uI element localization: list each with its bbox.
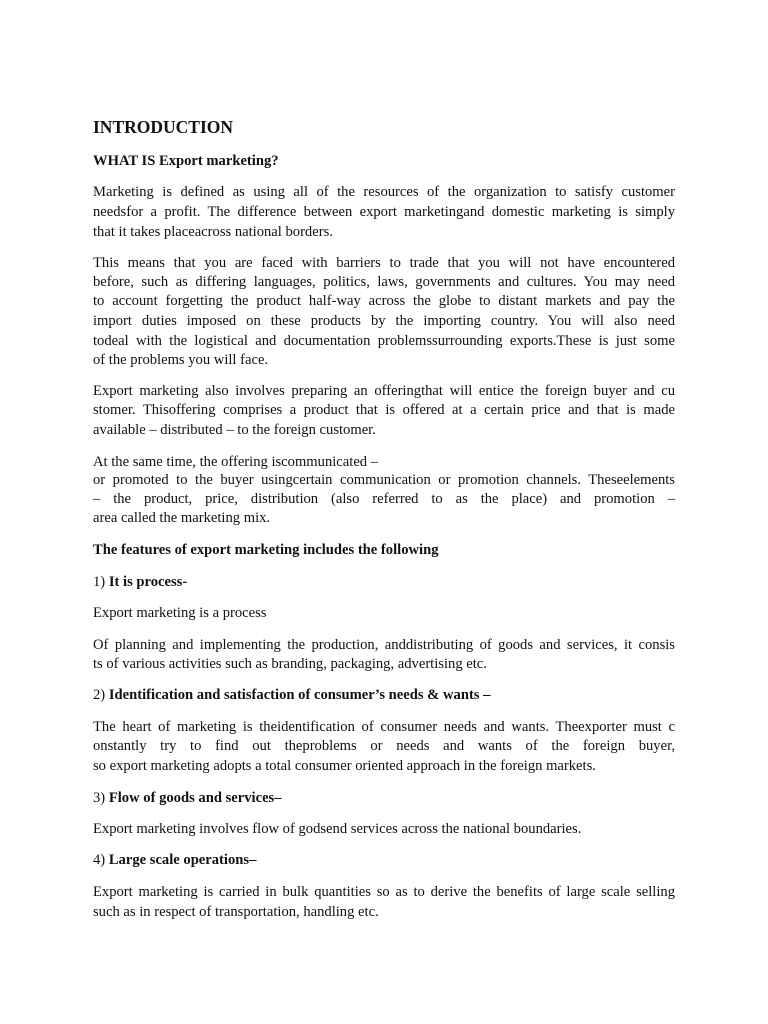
feature-heading-4 xyxy=(93,851,256,870)
feature-heading-3 xyxy=(93,789,282,808)
paragraph-line: or promoted to the buyer usingcertain communication or promotion channels. Theseelements xyxy=(93,472,675,488)
paragraph-line: At the same time, the offering iscommunicated – xyxy=(93,454,379,470)
feature-title: Flow of goods and services– xyxy=(108,790,282,806)
section-heading-what-is: WHAT IS Export marketing? xyxy=(93,153,279,169)
paragraph-line: available – distributed – to the foreign customer. xyxy=(93,422,376,438)
paragraph-line: The heart of marketing is theidentification of consumer needs and wants. Theexporter must c xyxy=(93,719,675,735)
paragraph-line: before, such as differing languages, politics, laws, governments and cultures. You may need xyxy=(93,274,675,290)
feature-number: 2) xyxy=(93,687,106,703)
paragraph-line: such as in respect of transportation, handling etc. xyxy=(93,904,379,920)
paragraph-line: to account forgetting the product half-way across the globe to distant markets and pay the xyxy=(93,293,675,309)
feature-number: 4) xyxy=(93,852,106,868)
feature-title: Identification and satisfaction of consumer’s needs & wants – xyxy=(108,687,491,703)
features-heading: The features of export marketing includes the following xyxy=(93,542,439,558)
paragraph-line: import duties imposed on these products by the importing country. You will also need xyxy=(93,313,675,329)
paragraph-line: Marketing is defined as using all of the resources of the organization to satisfy customer xyxy=(93,184,675,200)
feature-number: 1) xyxy=(93,574,106,590)
page-title: INTRODUCTION xyxy=(93,117,234,137)
feature-title: It is process- xyxy=(108,574,188,590)
paragraph-line: that it takes placeacross national borders. xyxy=(93,224,333,240)
paragraph-line: – the product, price, distribution (also referred to as the place) and promotion – xyxy=(93,491,675,507)
paragraph-line: This means that you are faced with barriers to trade that you will not have encountered xyxy=(93,255,675,271)
paragraph-line: Export marketing is a process xyxy=(93,605,267,621)
feature-heading-2 xyxy=(93,686,490,705)
paragraph-line: of the problems you will face. xyxy=(93,352,269,368)
paragraph-line: so export marketing adopts a total consumer oriented approach in the foreign markets. xyxy=(93,758,596,774)
paragraph-line: Export marketing also involves preparing an offeringthat will entice the foreign buyer and cu xyxy=(93,383,675,399)
paragraph-line: needsfor a profit. The difference between export marketingand domestic marketing is simply xyxy=(93,204,675,220)
paragraph-line: area called the marketing mix. xyxy=(93,510,271,526)
paragraph-line: Export marketing is carried in bulk quantities so as to derive the benefits of large scale selling xyxy=(93,884,675,900)
paragraph-line: ts of various activities such as branding, packaging, advertising etc. xyxy=(93,656,487,672)
paragraph-line: Of planning and implementing the production, anddistributing of goods and services, it consis xyxy=(93,637,675,653)
paragraph-line: todeal with the logistical and documentation problemssurrounding exports.These is just some xyxy=(93,333,675,349)
paragraph-line: onstantly try to find out theproblems or needs and wants of the foreign buyer, xyxy=(93,738,675,754)
paragraph-line: stomer. Thisoffering comprises a product that is offered at a certain price and that is made xyxy=(93,402,675,418)
paragraph-line: Export marketing involves flow of godsend services across the national boundaries. xyxy=(93,821,582,837)
feature-heading-1 xyxy=(93,573,187,592)
feature-title: Large scale operations– xyxy=(108,852,257,868)
feature-number: 3) xyxy=(93,790,106,806)
